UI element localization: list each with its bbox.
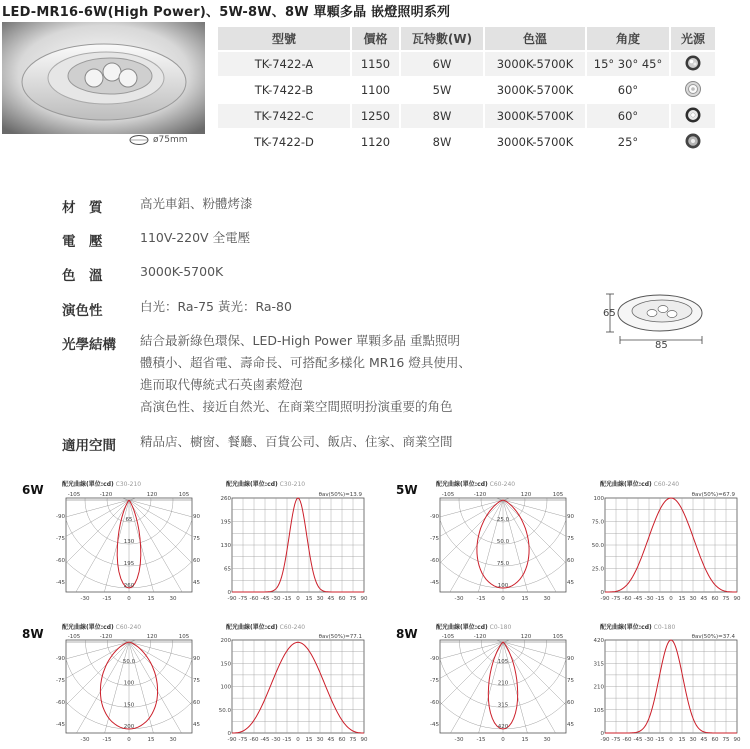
angle-label-right: 45 bbox=[193, 580, 200, 586]
angle-label-top: -105 bbox=[67, 492, 81, 498]
x-tick-label: -30 bbox=[271, 737, 281, 743]
angle-label-right: 60 bbox=[567, 700, 574, 706]
angle-label-top: -105 bbox=[441, 492, 455, 498]
angle-label-left: -60 bbox=[56, 700, 65, 706]
x-tick-label: -45 bbox=[633, 737, 643, 743]
y-tick-label: 150 bbox=[220, 661, 231, 668]
chart-plane: C60-240 bbox=[489, 481, 516, 488]
angle-label-bottom: -15 bbox=[476, 596, 486, 602]
header-angle: 角度 bbox=[587, 27, 669, 50]
chart-plane: C30-210 bbox=[115, 481, 142, 488]
x-tick-label: 45 bbox=[700, 737, 708, 743]
x-tick-label: -15 bbox=[655, 737, 665, 743]
angle-label-bottom: 15 bbox=[521, 737, 529, 743]
cell-source bbox=[671, 52, 715, 76]
angle-label-bottom: 30 bbox=[169, 737, 177, 743]
angle-label-top: -105 bbox=[441, 634, 455, 640]
chart-title-text: 配光曲線(單位:cd) bbox=[62, 481, 114, 488]
radial-label: 100 bbox=[497, 583, 509, 589]
chart-plane: C0-180 bbox=[653, 624, 676, 631]
table-row bbox=[218, 78, 715, 102]
angle-label-bottom: 15 bbox=[147, 596, 155, 602]
cell-price: 1150 bbox=[352, 52, 399, 76]
y-tick-label: 100 bbox=[593, 496, 604, 502]
chart-plane: C0-180 bbox=[489, 624, 512, 631]
cell-watt: 5W bbox=[432, 83, 452, 97]
x-tick-label: 30 bbox=[689, 596, 697, 602]
angle-label-left: -45 bbox=[56, 722, 65, 728]
watt-label: 8W bbox=[396, 627, 418, 641]
x-tick-label: 0 bbox=[296, 596, 300, 602]
x-tick-label: 75 bbox=[349, 737, 357, 743]
angle-label-bottom: 0 bbox=[127, 737, 131, 743]
line-chart-8w-b bbox=[595, 630, 745, 749]
spec-label: 適用空間 bbox=[62, 438, 116, 454]
x-tick-label: 0 bbox=[296, 737, 300, 743]
x-tick-label: 60 bbox=[711, 737, 719, 743]
x-tick-label: -90 bbox=[227, 596, 237, 602]
x-tick-label: 15 bbox=[678, 737, 686, 743]
radial-label: 200 bbox=[123, 724, 135, 730]
y-tick-label: 75.0 bbox=[591, 519, 604, 526]
spec-label: 材 質 bbox=[62, 200, 103, 216]
header-source: 光源 bbox=[671, 27, 715, 50]
header-price: 價格 bbox=[352, 27, 399, 50]
angle-label-top: 105 bbox=[178, 492, 190, 498]
chart-title-text: 配光曲線(單位:cd) bbox=[600, 481, 652, 488]
spec-value: 110V-220V 全電壓 bbox=[140, 230, 251, 245]
radial-label: 260 bbox=[123, 583, 135, 589]
cell-source bbox=[671, 78, 715, 102]
angle-label-top: 120 bbox=[146, 634, 158, 640]
angle-label-bottom: -30 bbox=[454, 596, 464, 602]
angle-label-left: -75 bbox=[430, 678, 439, 684]
radial-label: 150 bbox=[123, 702, 135, 709]
angle-label-left: -45 bbox=[56, 580, 65, 586]
radial-label: 100 bbox=[123, 680, 135, 687]
angle-label-right: 90 bbox=[567, 656, 574, 662]
angle-label-left: -75 bbox=[56, 678, 65, 684]
chart-plane: C60-240 bbox=[115, 624, 142, 631]
radial-label: 315 bbox=[497, 702, 509, 709]
cell-watt: 6W bbox=[401, 52, 483, 76]
cell-price: 1250 bbox=[352, 104, 399, 128]
watt-label: 6W bbox=[22, 483, 44, 497]
angle-label-right: 45 bbox=[193, 722, 200, 728]
chart-title-text: 配光曲線(單位:cd) bbox=[436, 624, 488, 631]
angle-label-left: -90 bbox=[430, 656, 439, 662]
x-tick-label: 30 bbox=[316, 596, 324, 602]
spec-value: 3000K-5700K bbox=[140, 264, 224, 279]
cell-cct: 3000K-5700K bbox=[496, 83, 574, 97]
spec-value: 進而取代傳統式石英鹵素燈泡 bbox=[140, 377, 303, 392]
angle-label-left: -90 bbox=[430, 514, 439, 520]
spec-value: 精品店、櫥窗、餐廳、百貨公司、飯店、住家、商業空間 bbox=[140, 434, 453, 449]
x-tick-label: 75 bbox=[722, 737, 730, 743]
x-tick-label: -45 bbox=[260, 596, 270, 602]
polar-chart-5w bbox=[428, 488, 578, 608]
table-row bbox=[218, 130, 715, 154]
cell-source bbox=[671, 104, 715, 128]
spec-value: 體積小、超省電、壽命長、可搭配多樣化 MR16 燈具使用、 bbox=[140, 355, 471, 370]
spec-value: 高演色性、接近自然光、在商業空間照明扮演重要的角色 bbox=[140, 399, 453, 414]
y-tick-label: 0 bbox=[600, 590, 604, 596]
angle-label-left: -75 bbox=[56, 536, 65, 542]
cell-model: TK-7422-C bbox=[218, 104, 350, 128]
angle-label-top: -120 bbox=[99, 634, 113, 640]
angle-label-left: -60 bbox=[56, 558, 65, 564]
product-photo bbox=[2, 22, 205, 134]
angle-label-top: 120 bbox=[520, 492, 532, 498]
x-tick-label: -75 bbox=[238, 596, 248, 602]
x-tick-label: -30 bbox=[644, 596, 654, 602]
x-tick-label: -75 bbox=[238, 737, 248, 743]
angle-label-bottom: -15 bbox=[102, 596, 112, 602]
line-chart-8w-a bbox=[218, 630, 372, 749]
x-tick-label: 75 bbox=[349, 596, 357, 602]
chart-title-text: 配光曲線(單位:cd) bbox=[226, 481, 278, 488]
x-tick-label: -75 bbox=[611, 737, 621, 743]
chart-title-text: 配光曲線(單位:cd) bbox=[226, 624, 278, 631]
angle-label-bottom: 15 bbox=[147, 737, 155, 743]
angle-label-top: 105 bbox=[552, 634, 564, 640]
mr16-bulb-icon bbox=[684, 80, 702, 98]
angle-label-right: 60 bbox=[193, 558, 200, 564]
half-angle-annotation: θav(50%)=37.4 bbox=[691, 634, 735, 640]
angle-label-right: 60 bbox=[193, 700, 200, 706]
radial-label: 420 bbox=[497, 724, 509, 730]
polar-chart-6w bbox=[54, 488, 204, 608]
x-tick-label: 30 bbox=[689, 737, 697, 743]
half-angle-annotation: θav(50%)=67.9 bbox=[691, 492, 735, 498]
y-tick-label: 200 bbox=[220, 638, 231, 644]
x-tick-label: 90 bbox=[360, 737, 368, 743]
angle-label-bottom: 15 bbox=[521, 596, 529, 602]
angle-label-bottom: -30 bbox=[80, 737, 90, 743]
angle-label-top: -105 bbox=[67, 634, 81, 640]
x-tick-label: 45 bbox=[327, 737, 335, 743]
x-tick-label: -15 bbox=[655, 596, 665, 602]
cell-angle: 25° bbox=[617, 135, 639, 149]
x-tick-label: 15 bbox=[305, 596, 313, 602]
radial-label: 50.0 bbox=[122, 658, 136, 665]
diameter-note bbox=[128, 134, 188, 146]
angle-label-right: 90 bbox=[193, 656, 200, 662]
chart-title bbox=[436, 479, 515, 488]
x-tick-label: 60 bbox=[338, 737, 346, 743]
radial-label: 50.0 bbox=[496, 539, 510, 545]
x-tick-label: -30 bbox=[644, 737, 654, 743]
angle-label-left: -60 bbox=[430, 700, 439, 706]
angle-label-left: -90 bbox=[56, 514, 65, 520]
x-tick-label: -45 bbox=[260, 737, 270, 743]
spec-label: 光學結構 bbox=[62, 337, 116, 353]
radial-label: 105 bbox=[497, 658, 509, 665]
angle-label-bottom: 30 bbox=[543, 596, 551, 602]
x-tick-label: -60 bbox=[622, 737, 632, 743]
spec-label: 電 壓 bbox=[62, 234, 103, 250]
angle-label-bottom: -15 bbox=[476, 737, 486, 743]
cutout-icon bbox=[128, 134, 150, 146]
angle-label-left: -90 bbox=[56, 656, 65, 662]
x-tick-label: -30 bbox=[271, 596, 281, 602]
y-tick-label: 315 bbox=[593, 661, 604, 668]
x-tick-label: -90 bbox=[227, 737, 237, 743]
cell-model: TK-7422-B bbox=[254, 83, 314, 97]
cell-model: TK-7422-A bbox=[218, 52, 350, 76]
x-tick-label: 60 bbox=[338, 596, 346, 602]
angle-label-left: -45 bbox=[430, 722, 439, 728]
line-chart-5w bbox=[591, 488, 745, 608]
x-tick-label: 0 bbox=[669, 596, 673, 602]
spec-value: 白光：Ra-75 黃光：Ra-80 bbox=[140, 299, 292, 314]
y-tick-label: 105 bbox=[593, 707, 604, 714]
y-tick-label: 210 bbox=[593, 684, 604, 691]
y-tick-label: 130 bbox=[220, 543, 231, 549]
radial-label: 65 bbox=[125, 517, 133, 523]
dimension-drawing bbox=[600, 288, 710, 350]
x-tick-label: 45 bbox=[327, 596, 335, 602]
half-angle-annotation: θav(50%)=77.1 bbox=[318, 634, 362, 640]
x-tick-label: 15 bbox=[678, 596, 686, 602]
x-tick-label: -60 bbox=[249, 596, 259, 602]
cell-angle: 15° 30° 45° bbox=[587, 52, 669, 76]
angle-label-top: -120 bbox=[99, 492, 113, 498]
page-title: LED-MR16-6W(High Power)、5W-8W、8W 單顆多晶 嵌燈照明系列 bbox=[2, 5, 451, 20]
x-tick-label: 60 bbox=[711, 596, 719, 602]
angle-label-left: -45 bbox=[430, 580, 439, 586]
cell-price: 1120 bbox=[360, 135, 391, 149]
radial-label: 210 bbox=[497, 680, 509, 687]
angle-label-right: 90 bbox=[193, 514, 200, 520]
angle-label-bottom: 0 bbox=[501, 596, 505, 602]
y-tick-label: 25.0 bbox=[591, 566, 604, 573]
y-tick-label: 195 bbox=[220, 519, 231, 526]
angle-label-bottom: 30 bbox=[543, 737, 551, 743]
height-label: 65 bbox=[603, 308, 616, 319]
x-tick-label: 75 bbox=[722, 596, 730, 602]
angle-label-bottom: 30 bbox=[169, 596, 177, 602]
polar-chart-8w-b bbox=[428, 630, 578, 749]
x-tick-label: 30 bbox=[316, 737, 324, 743]
cell-cct: 3000K-5700K bbox=[496, 135, 574, 149]
y-tick-label: 0 bbox=[600, 731, 604, 737]
chart-plane: C30-210 bbox=[279, 481, 306, 488]
half-angle-annotation: θav(50%)=13.9 bbox=[318, 492, 362, 498]
radial-label: 130 bbox=[123, 539, 135, 545]
x-tick-label: -60 bbox=[622, 596, 632, 602]
angle-label-right: 75 bbox=[193, 536, 200, 542]
chart-plane: C60-240 bbox=[279, 624, 306, 631]
mr16-bulb-icon bbox=[684, 132, 702, 150]
cell-watt: 8W bbox=[432, 135, 452, 149]
header-model: 型號 bbox=[218, 27, 350, 50]
y-tick-label: 100 bbox=[220, 684, 231, 691]
y-tick-label: 420 bbox=[593, 638, 604, 644]
angle-label-right: 75 bbox=[567, 678, 574, 684]
x-tick-label: -75 bbox=[611, 596, 621, 602]
x-tick-label: 15 bbox=[305, 737, 313, 743]
chart-plane: C60-240 bbox=[653, 481, 680, 488]
cell-angle: 60° bbox=[617, 83, 639, 97]
watt-label: 5W bbox=[396, 483, 418, 497]
x-tick-label: -15 bbox=[282, 737, 292, 743]
cell-cct: 3000K-5700K bbox=[485, 104, 585, 128]
angle-label-right: 90 bbox=[567, 514, 574, 520]
y-tick-label: 65 bbox=[224, 566, 231, 573]
x-tick-label: 45 bbox=[700, 596, 708, 602]
angle-label-right: 45 bbox=[567, 722, 574, 728]
angle-label-bottom: 0 bbox=[127, 596, 131, 602]
y-tick-label: 260 bbox=[220, 496, 231, 502]
polar-chart-8w-a bbox=[54, 630, 204, 749]
line-chart-6w bbox=[222, 488, 372, 608]
table-row bbox=[218, 52, 715, 76]
cell-cct: 3000K-5700K bbox=[485, 52, 585, 76]
radial-label: 195 bbox=[123, 561, 135, 567]
angle-label-right: 45 bbox=[567, 580, 574, 586]
chart-title-text: 配光曲線(單位:cd) bbox=[436, 481, 488, 488]
x-tick-label: -45 bbox=[633, 596, 643, 602]
header-cct: 色溫 bbox=[485, 27, 585, 50]
angle-label-left: -60 bbox=[430, 558, 439, 564]
cell-angle: 60° bbox=[587, 104, 669, 128]
angle-label-right: 75 bbox=[193, 678, 200, 684]
spec-label: 色 溫 bbox=[62, 268, 103, 284]
angle-label-top: 105 bbox=[178, 634, 190, 640]
chart-title bbox=[62, 479, 141, 488]
mr16-bulb-icon bbox=[684, 54, 702, 72]
angle-label-top: 120 bbox=[146, 492, 158, 498]
angle-label-top: 120 bbox=[520, 634, 532, 640]
chart-title-text: 配光曲線(單位:cd) bbox=[600, 624, 652, 631]
x-tick-label: 90 bbox=[733, 737, 741, 743]
chart-title bbox=[600, 479, 679, 488]
y-tick-label: 0 bbox=[227, 731, 231, 737]
angle-label-bottom: -30 bbox=[454, 737, 464, 743]
table-row bbox=[218, 104, 715, 128]
header-watt: 瓦特數(W) bbox=[401, 27, 483, 50]
angle-label-left: -75 bbox=[430, 536, 439, 542]
radial-label: 25.0 bbox=[496, 517, 510, 523]
spec-value: 高光車鋁、粉體烤漆 bbox=[140, 196, 253, 211]
angle-label-right: 60 bbox=[567, 558, 574, 564]
angle-label-top: -120 bbox=[473, 492, 487, 498]
x-tick-label: -90 bbox=[600, 596, 610, 602]
watt-label: 8W bbox=[22, 627, 44, 641]
cell-source bbox=[671, 130, 715, 154]
spec-table bbox=[216, 25, 717, 156]
y-tick-label: 50.0 bbox=[218, 707, 231, 714]
angle-label-top: 105 bbox=[552, 492, 564, 498]
mr16-bulb-icon bbox=[684, 106, 702, 124]
x-tick-label: -60 bbox=[249, 737, 259, 743]
angle-label-top: -120 bbox=[473, 634, 487, 640]
chart-title-text: 配光曲線(單位:cd) bbox=[62, 624, 114, 631]
angle-label-bottom: 0 bbox=[501, 737, 505, 743]
x-tick-label: 0 bbox=[669, 737, 673, 743]
cell-model: TK-7422-D bbox=[254, 135, 314, 149]
angle-label-bottom: -30 bbox=[80, 596, 90, 602]
radial-label: 75.0 bbox=[496, 561, 510, 567]
chart-title bbox=[226, 479, 305, 488]
x-tick-label: 90 bbox=[360, 596, 368, 602]
x-tick-label: -15 bbox=[282, 596, 292, 602]
cell-watt: 8W bbox=[401, 104, 483, 128]
x-tick-label: -90 bbox=[600, 737, 610, 743]
x-tick-label: 90 bbox=[733, 596, 741, 602]
angle-label-right: 75 bbox=[567, 536, 574, 542]
spec-label: 演色性 bbox=[62, 303, 103, 319]
y-tick-label: 0 bbox=[227, 590, 231, 596]
angle-label-bottom: -15 bbox=[102, 737, 112, 743]
cell-price: 1100 bbox=[360, 83, 391, 97]
width-label: 85 bbox=[655, 340, 668, 351]
diameter-label: ø75mm bbox=[153, 135, 188, 145]
spec-value: 結合最新綠色環保、LED-High Power 單顆多晶 重點照明 bbox=[140, 333, 460, 348]
y-tick-label: 50.0 bbox=[591, 543, 604, 549]
